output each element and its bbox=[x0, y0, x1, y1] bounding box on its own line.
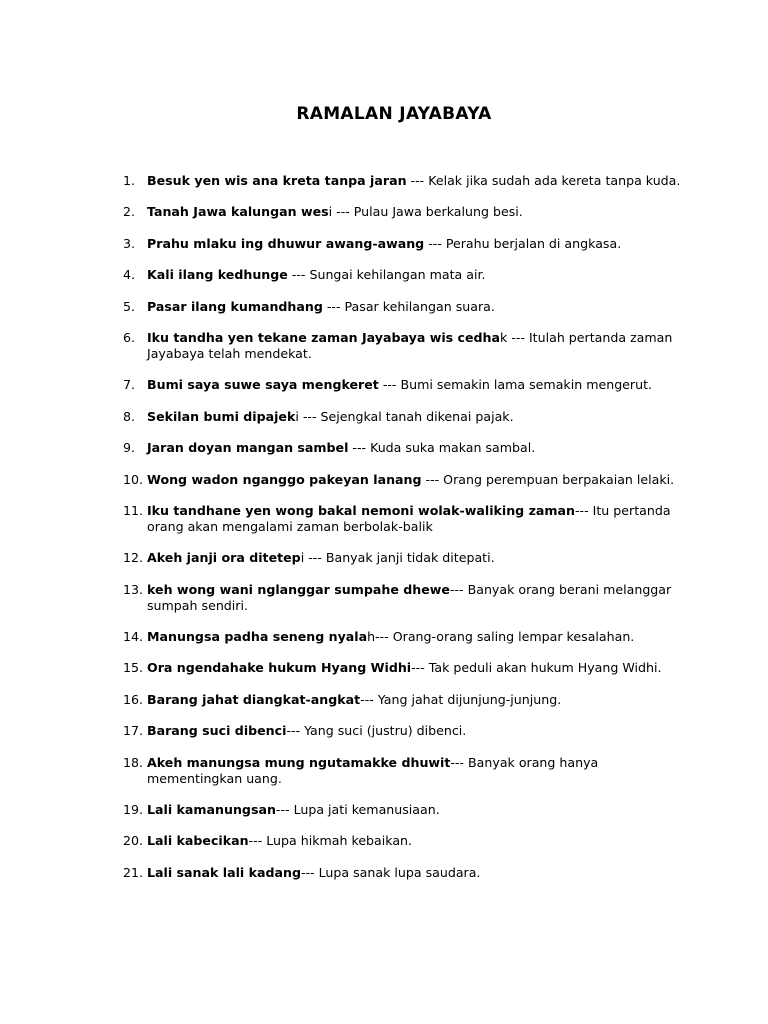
item-text bbox=[147, 472, 683, 488]
item-text bbox=[147, 660, 683, 676]
indonesian-meaning: Yang suci (justru) dibenci. bbox=[304, 723, 467, 739]
javanese-phrase: Barang jahat diangkat-angkat bbox=[147, 691, 361, 707]
javanese-phrase: Barang suci dibenci bbox=[147, 723, 287, 739]
indonesian-meaning: Orang-orang saling lempar kesalahan. bbox=[392, 629, 635, 645]
list-item bbox=[123, 267, 683, 283]
separator: --- bbox=[275, 802, 294, 818]
item-text bbox=[147, 550, 683, 566]
separator: --- bbox=[424, 235, 446, 251]
list-item bbox=[123, 440, 683, 456]
item-text bbox=[147, 204, 683, 220]
indonesian-meaning: Banyak orang berani melanggar sumpah sendiri. bbox=[147, 581, 672, 613]
list-item bbox=[123, 833, 683, 849]
list-item bbox=[123, 550, 683, 566]
list-item bbox=[123, 802, 683, 818]
javanese-phrase: Manungsa padha seneng nyala bbox=[147, 629, 368, 645]
javanese-phrase-tail: i bbox=[300, 550, 305, 566]
item-number: 12. bbox=[123, 550, 144, 566]
javanese-phrase: Wong wadon nganggo pakeyan lanang bbox=[147, 471, 422, 487]
list-item bbox=[123, 692, 683, 708]
item-number: 20. bbox=[123, 833, 144, 849]
item-number: 4. bbox=[123, 267, 136, 283]
page-title: RAMALAN JAYABAYA bbox=[296, 104, 492, 124]
list-item bbox=[123, 629, 683, 645]
list-item bbox=[123, 660, 683, 676]
javanese-phrase: Akeh manungsa mung ngutamakke dhuwit bbox=[147, 754, 451, 770]
list-item bbox=[123, 582, 683, 614]
separator: --- bbox=[378, 377, 401, 393]
item-number: 10. bbox=[123, 471, 144, 487]
item-text bbox=[147, 692, 683, 708]
javanese-phrase: Bumi saya suwe saya mengkeret bbox=[147, 377, 379, 393]
indonesian-meaning: Sungai kehilangan mata air. bbox=[309, 267, 486, 283]
item-number: 8. bbox=[123, 408, 136, 424]
item-number: 3. bbox=[123, 235, 136, 251]
list-item bbox=[123, 173, 683, 189]
item-text bbox=[147, 299, 683, 315]
item-text bbox=[147, 267, 683, 283]
item-number: 21. bbox=[123, 864, 144, 880]
javanese-phrase: keh wong wani nglanggar sumpahe dhewe bbox=[147, 581, 450, 597]
javanese-phrase: Jaran doyan mangan sambel bbox=[147, 440, 349, 456]
javanese-phrase: Kali ilang kedhunge bbox=[147, 267, 288, 283]
list-item bbox=[123, 409, 683, 425]
separator: --- bbox=[507, 329, 529, 345]
item-text bbox=[147, 173, 683, 189]
javanese-phrase: Ora ngendahake hukum Hyang Widhi bbox=[147, 660, 412, 676]
javanese-phrase: Prahu mlaku ing dhuwur awang-awang bbox=[147, 235, 425, 251]
separator: --- bbox=[421, 471, 444, 487]
item-number: 15. bbox=[123, 660, 144, 676]
indonesian-meaning: Bumi semakin lama semakin mengerut. bbox=[400, 377, 653, 393]
item-text bbox=[147, 833, 683, 849]
separator: --- bbox=[406, 173, 429, 188]
javanese-phrase: Besuk yen wis ana kreta tanpa jaran bbox=[147, 173, 407, 188]
separator: --- bbox=[360, 691, 378, 707]
item-number: 13. bbox=[123, 581, 144, 597]
item-number: 5. bbox=[123, 298, 136, 314]
separator: --- bbox=[575, 502, 593, 518]
javanese-phrase-tail: k bbox=[500, 329, 508, 345]
indonesian-meaning: Pasar kehilangan suara. bbox=[344, 298, 495, 314]
item-text bbox=[147, 582, 683, 614]
indonesian-meaning: Perahu berjalan di angkasa. bbox=[445, 235, 622, 251]
javanese-phrase: Tanah Jawa kalungan wes bbox=[147, 204, 329, 220]
javanese-phrase: Lali kamanungsan bbox=[147, 802, 276, 818]
javanese-phrase: Lali sanak lali kadang bbox=[147, 864, 301, 880]
list-item bbox=[123, 377, 683, 393]
list-item bbox=[123, 755, 683, 787]
separator: --- bbox=[450, 754, 469, 770]
indonesian-meaning: Tak peduli akan hukum Hyang Widhi. bbox=[428, 660, 662, 676]
javanese-phrase-tail: i bbox=[295, 408, 299, 424]
javanese-phrase: Iku tandha yen tekane zaman Jayabaya wis cedha bbox=[147, 329, 501, 345]
separator: --- bbox=[298, 408, 321, 424]
item-text bbox=[147, 330, 683, 362]
item-number: 19. bbox=[123, 802, 144, 818]
list-item bbox=[123, 204, 683, 220]
separator: --- bbox=[411, 660, 429, 676]
item-text bbox=[147, 377, 683, 393]
item-text bbox=[147, 802, 683, 818]
list-item bbox=[123, 503, 683, 535]
list-item bbox=[123, 472, 683, 488]
item-text bbox=[147, 503, 683, 535]
javanese-phrase: Iku tandhane yen wong bakal nemoni wolak-waliking zaman bbox=[147, 502, 575, 518]
item-number: 16. bbox=[123, 691, 144, 707]
list-item bbox=[123, 299, 683, 315]
separator: --- bbox=[300, 864, 319, 880]
item-number: 14. bbox=[123, 629, 144, 645]
item-text bbox=[147, 723, 683, 739]
indonesian-meaning: Kuda suka makan sambal. bbox=[370, 440, 536, 456]
indonesian-meaning: Lupa sanak lupa saudara. bbox=[318, 864, 481, 880]
indonesian-meaning: Kelak jika sudah ada kereta tanpa kuda. bbox=[428, 173, 681, 188]
prophecy-list bbox=[123, 173, 683, 896]
indonesian-meaning: Banyak janji tidak ditepati. bbox=[325, 550, 495, 566]
item-number: 2. bbox=[123, 204, 136, 220]
list-item bbox=[123, 865, 683, 881]
item-number: 7. bbox=[123, 377, 136, 393]
item-number: 1. bbox=[123, 173, 136, 188]
item-number: 17. bbox=[123, 723, 144, 739]
item-text bbox=[147, 236, 683, 252]
indonesian-meaning: Lupa jati kemanusiaan. bbox=[293, 802, 440, 818]
javanese-phrase: Sekilan bumi dipajek bbox=[147, 408, 296, 424]
item-text bbox=[147, 629, 683, 645]
separator: --- bbox=[375, 629, 393, 645]
javanese-phrase: Pasar ilang kumandhang bbox=[147, 298, 323, 314]
separator: --- bbox=[304, 550, 326, 566]
indonesian-meaning: Pulau Jawa berkalung besi. bbox=[353, 204, 523, 220]
item-number: 6. bbox=[123, 329, 136, 345]
indonesian-meaning: Lupa hikmah kebaikan. bbox=[266, 833, 413, 849]
separator: --- bbox=[286, 723, 305, 739]
separator: --- bbox=[248, 833, 267, 849]
separator: --- bbox=[287, 267, 310, 283]
javanese-phrase: Lali kabecikan bbox=[147, 833, 249, 849]
list-item bbox=[123, 236, 683, 252]
javanese-phrase-tail: i bbox=[328, 204, 333, 220]
indonesian-meaning: Itulah pertanda zaman Jayabaya telah mendekat. bbox=[147, 329, 673, 361]
separator: --- bbox=[322, 298, 345, 314]
list-item bbox=[123, 330, 683, 362]
indonesian-meaning: Itu pertanda orang akan mengalami zaman berbolak-balik bbox=[147, 502, 671, 534]
javanese-phrase-tail: h bbox=[367, 629, 376, 645]
indonesian-meaning: Yang jahat dijunjung-junjung. bbox=[377, 691, 562, 707]
list-item bbox=[123, 723, 683, 739]
indonesian-meaning: Sejengkal tanah dikenai pajak. bbox=[320, 408, 514, 424]
item-text bbox=[147, 755, 683, 787]
item-number: 18. bbox=[123, 754, 144, 770]
javanese-phrase: Akeh janji ora ditetep bbox=[147, 550, 301, 566]
item-text bbox=[147, 409, 683, 425]
item-number: 11. bbox=[123, 502, 144, 518]
separator: --- bbox=[348, 440, 371, 456]
item-number: 9. bbox=[123, 440, 136, 456]
indonesian-meaning: Banyak orang hanya mementingkan uang. bbox=[147, 754, 599, 786]
indonesian-meaning: Orang perempuan berpakaian lelaki. bbox=[443, 471, 675, 487]
item-text bbox=[147, 865, 683, 881]
item-text bbox=[147, 440, 683, 456]
separator: --- bbox=[332, 204, 354, 220]
separator: --- bbox=[449, 581, 468, 597]
